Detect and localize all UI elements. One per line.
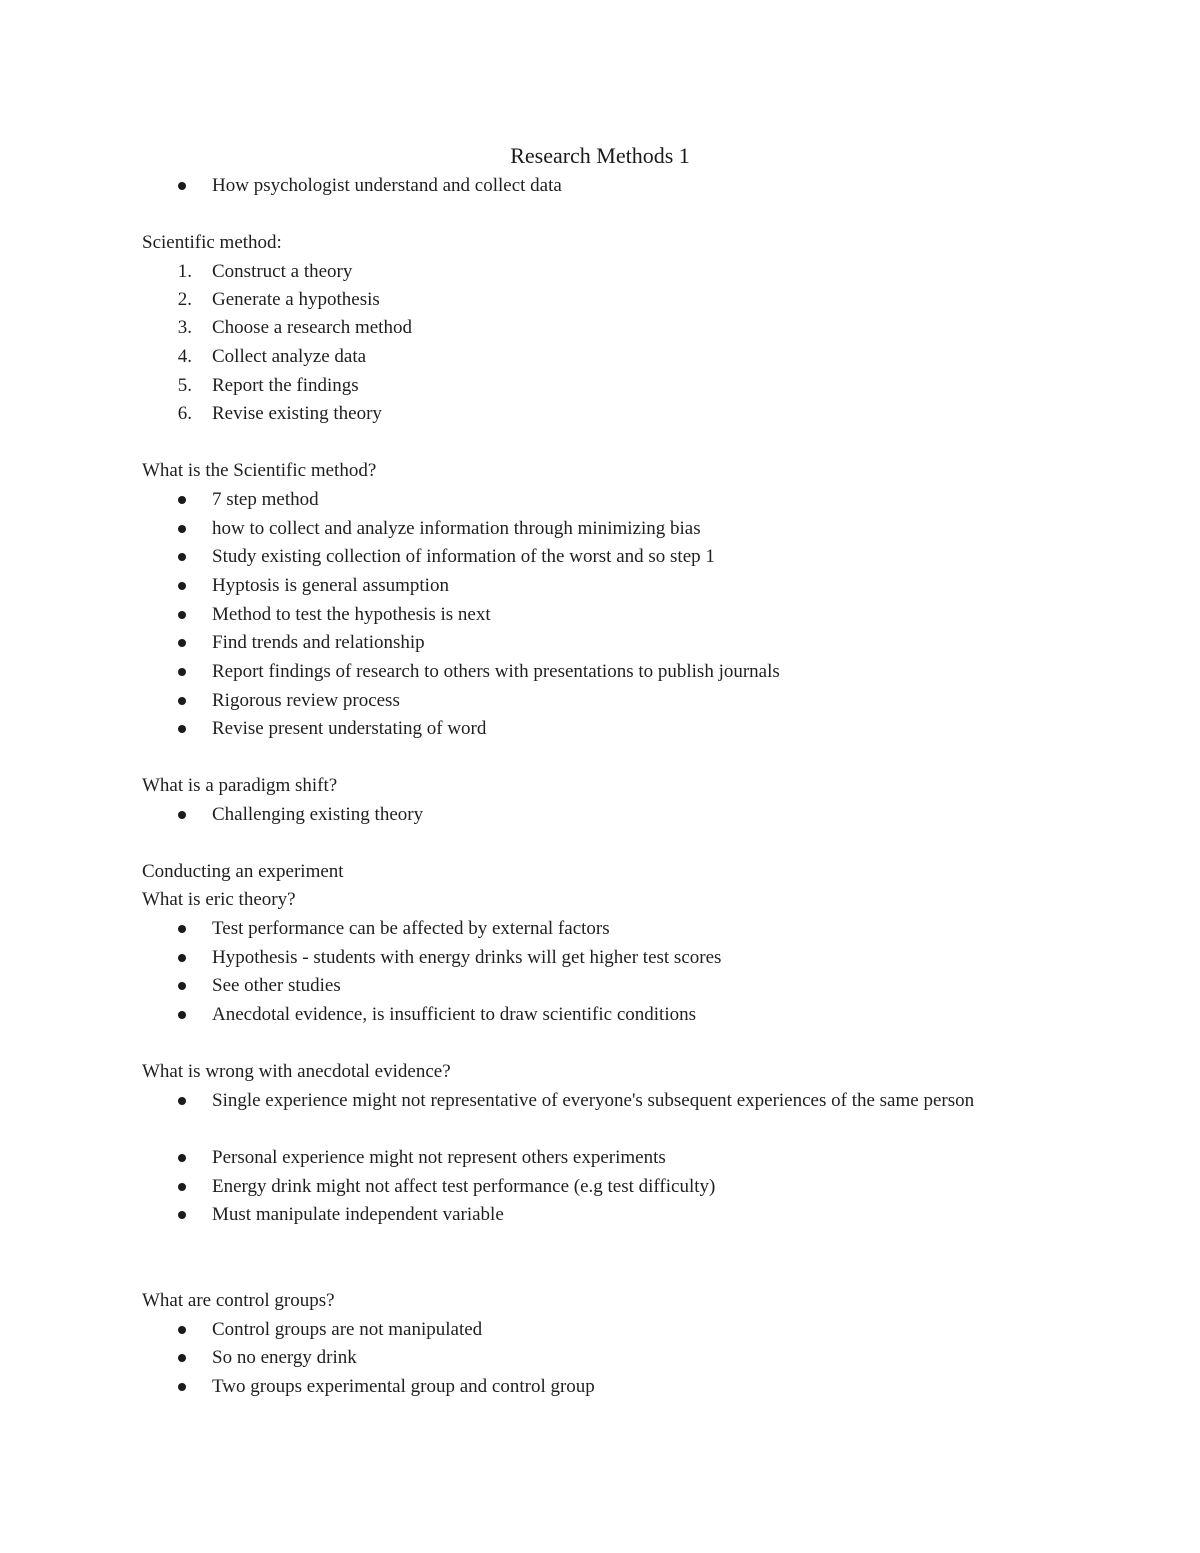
bullet-icon <box>178 925 186 933</box>
bullet-icon <box>178 954 186 962</box>
bullet-icon <box>178 1097 186 1105</box>
list-number: 2. <box>177 289 192 310</box>
list-item: Anecdotal evidence, is insufficient to draw scientific conditions <box>212 1004 697 1025</box>
bullet-icon <box>178 1011 186 1019</box>
list-item: Hyptosis is general assumption <box>212 575 449 596</box>
document-title: Research Methods 1 <box>510 143 690 168</box>
list-item: Hypothesis - students with energy drinks will get higher test scores <box>212 947 722 968</box>
list-item: Test performance can be affected by external factors <box>212 918 610 939</box>
list-number: 5. <box>177 375 192 396</box>
bullet-icon <box>178 668 186 676</box>
bullet-icon <box>178 1154 186 1162</box>
section-heading: What is a paradigm shift? <box>142 775 338 796</box>
list-item: Study existing collection of information of the worst and so step 1 <box>212 546 715 567</box>
bullet-icon <box>178 1326 186 1334</box>
numbered-item: Generate a hypothesis <box>212 289 380 310</box>
list-item: 7 step method <box>212 489 319 510</box>
numbered-item: Revise existing theory <box>212 403 382 424</box>
list-item: Find trends and relationship <box>212 632 425 653</box>
bullet-icon <box>178 697 186 705</box>
list-number: 1. <box>177 261 192 282</box>
list-item: Two groups experimental group and control group <box>212 1376 595 1397</box>
list-item: Single experience might not representative of everyone's subsequent experiences of the same person <box>212 1090 975 1111</box>
bullet-icon <box>178 811 186 819</box>
bullet-icon <box>178 1183 186 1191</box>
bullet-icon <box>178 1383 186 1391</box>
list-item: Energy drink might not affect test performance (e.g test difficulty) <box>212 1176 716 1197</box>
list-item: How psychologist understand and collect data <box>212 175 562 196</box>
numbered-item: Report the findings <box>212 375 359 396</box>
bullet-icon <box>178 1354 186 1362</box>
list-item: Report findings of research to others with presentations to publish journals <box>212 661 780 682</box>
list-number: 4. <box>177 346 192 367</box>
list-item: how to collect and analyze information through minimizing bias <box>212 518 701 539</box>
section-heading: What is the Scientific method? <box>142 460 377 481</box>
bullet-icon <box>178 611 186 619</box>
list-item: Personal experience might not represent others experiments <box>212 1147 666 1168</box>
list-item: So no energy drink <box>212 1347 357 1368</box>
numbered-item: Collect analyze data <box>212 346 367 367</box>
section-heading: Conducting an experiment <box>142 861 344 882</box>
section-heading: What is wrong with anecdotal evidence? <box>142 1061 451 1082</box>
list-item: Challenging existing theory <box>212 804 424 825</box>
section-heading: What are control groups? <box>142 1290 335 1311</box>
bullet-icon <box>178 525 186 533</box>
bullet-icon <box>178 725 186 733</box>
numbered-item: Choose a research method <box>212 317 412 338</box>
bullet-icon <box>178 1211 186 1219</box>
list-item: Revise present understating of word <box>212 718 487 739</box>
list-number: 6. <box>177 403 192 424</box>
section-subheading: What is eric theory? <box>142 889 296 910</box>
list-item: Method to test the hypothesis is next <box>212 604 491 625</box>
bullet-icon <box>178 982 186 990</box>
bullet-icon <box>178 582 186 590</box>
numbered-item: Construct a theory <box>212 261 353 282</box>
section-heading: Scientific method: <box>142 232 282 253</box>
list-item: Must manipulate independent variable <box>212 1204 504 1225</box>
list-item: See other studies <box>212 975 341 996</box>
bullet-icon <box>178 639 186 647</box>
bullet-icon <box>178 553 186 561</box>
list-item: Control groups are not manipulated <box>212 1319 483 1340</box>
bullet-icon <box>178 182 186 190</box>
list-number: 3. <box>177 317 192 338</box>
list-item: Rigorous review process <box>212 690 400 711</box>
bullet-icon <box>178 496 186 504</box>
